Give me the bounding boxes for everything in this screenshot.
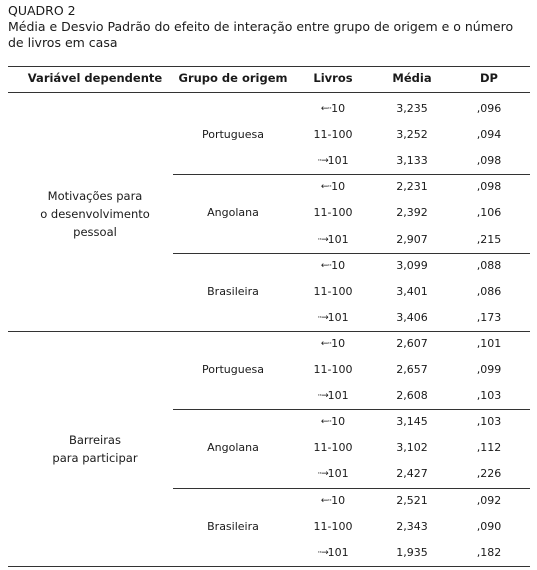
dp-value: ,096 xyxy=(476,102,502,116)
column-header: Variável dependente xyxy=(27,71,163,85)
table-caption xyxy=(8,3,523,51)
dp-value: ,099 xyxy=(476,363,502,377)
livros-cell xyxy=(303,233,363,246)
livros-cell xyxy=(303,389,363,402)
livros-cell xyxy=(303,415,363,428)
media-value: 2,521 xyxy=(396,493,428,507)
arrow-right-icon: ··→ xyxy=(317,312,328,323)
media-value: 3,099 xyxy=(396,258,428,272)
dp-value: ,086 xyxy=(476,284,502,298)
livros-value: 10 xyxy=(331,336,346,350)
livros-cell xyxy=(303,363,363,376)
media-value: 3,235 xyxy=(396,102,428,116)
livros-value: 10 xyxy=(331,102,346,116)
dp-value: ,112 xyxy=(476,441,502,455)
dp-value: ,103 xyxy=(476,389,502,403)
livros-cell xyxy=(303,102,363,115)
media-value: 3,406 xyxy=(396,310,428,324)
column-header: Grupo de origem xyxy=(178,71,288,85)
media-value: 2,907 xyxy=(396,232,428,246)
livros-cell xyxy=(303,259,363,272)
dependent-variable xyxy=(10,187,180,241)
livros-cell xyxy=(303,467,363,480)
media-value: 2,657 xyxy=(396,363,428,377)
header-rule xyxy=(8,92,530,93)
livros-cell xyxy=(303,441,363,454)
dp-value: ,090 xyxy=(476,519,502,533)
media-value: 3,102 xyxy=(396,441,428,455)
livros-value: 11-100 xyxy=(313,206,353,220)
arrow-left-icon: ←·· xyxy=(320,495,332,506)
dependent-variable-line: Motivações para xyxy=(47,189,143,204)
table-top-rule xyxy=(8,66,530,67)
dp-value: ,103 xyxy=(476,415,502,429)
media-value: 2,427 xyxy=(396,467,428,481)
group-rule xyxy=(173,409,530,410)
block-rule xyxy=(8,566,530,567)
media-value: 1,935 xyxy=(396,545,428,559)
livros-cell xyxy=(303,285,363,298)
arrow-left-icon: ←·· xyxy=(320,104,332,115)
media-value: 3,401 xyxy=(396,284,428,298)
media-value: 2,231 xyxy=(396,180,428,194)
dp-value: ,226 xyxy=(476,467,502,481)
media-value: 2,343 xyxy=(396,519,428,533)
block-rule xyxy=(8,331,530,332)
livros-cell xyxy=(303,180,363,193)
livros-cell xyxy=(303,128,363,141)
media-value: 2,608 xyxy=(396,389,428,403)
livros-cell xyxy=(303,546,363,559)
caption-label: QUADRO 2 xyxy=(8,3,76,18)
group-name: Portuguesa xyxy=(202,128,264,142)
livros-value: 11-100 xyxy=(313,519,353,533)
dp-value: ,182 xyxy=(476,545,502,559)
livros-value: 101 xyxy=(327,389,349,403)
caption-title: Média e Desvio Padrão do efeito de interação entre grupo de origem e o número de livros em casa xyxy=(8,19,514,50)
livros-cell xyxy=(303,494,363,507)
media-value: 3,252 xyxy=(396,128,428,142)
media-value: 2,607 xyxy=(396,336,428,350)
livros-value: 10 xyxy=(331,258,346,272)
livros-value: 10 xyxy=(331,415,346,429)
dependent-variable-line: Barreiras xyxy=(69,433,121,448)
dependent-variable-line: pessoal xyxy=(73,225,117,240)
arrow-right-icon: ··→ xyxy=(317,469,328,480)
media-value: 3,145 xyxy=(396,415,428,429)
dp-value: ,173 xyxy=(476,310,502,324)
media-value: 2,392 xyxy=(396,206,428,220)
livros-value: 11-100 xyxy=(313,363,353,377)
livros-cell xyxy=(303,206,363,219)
group-rule xyxy=(173,174,530,175)
livros-value: 101 xyxy=(327,467,349,481)
livros-value: 101 xyxy=(327,310,349,324)
dependent-variable-line: o desenvolvimento xyxy=(40,207,150,222)
arrow-right-icon: ··→ xyxy=(317,547,328,558)
column-header: DP xyxy=(480,71,498,85)
dependent-variable xyxy=(10,431,180,467)
media-value: 3,133 xyxy=(396,154,428,168)
group-name: Portuguesa xyxy=(202,363,264,377)
dp-value: ,106 xyxy=(476,206,502,220)
arrow-right-icon: ··→ xyxy=(317,156,328,167)
group-name: Angolana xyxy=(207,206,259,220)
livros-cell xyxy=(303,520,363,533)
group-name: Brasileira xyxy=(207,519,259,533)
livros-value: 101 xyxy=(327,232,349,246)
livros-value: 11-100 xyxy=(313,441,353,455)
dp-value: ,098 xyxy=(476,154,502,168)
dependent-variable-line: para participar xyxy=(52,451,138,466)
arrow-right-icon: ··→ xyxy=(317,234,328,245)
livros-cell xyxy=(303,154,363,167)
arrow-left-icon: ←·· xyxy=(320,417,332,428)
livros-value: 11-100 xyxy=(313,128,353,142)
livros-value: 10 xyxy=(331,180,346,194)
livros-cell xyxy=(303,311,363,324)
arrow-right-icon: ··→ xyxy=(317,391,328,402)
group-rule xyxy=(173,253,530,254)
livros-value: 10 xyxy=(331,493,346,507)
dp-value: ,092 xyxy=(476,493,502,507)
livros-value: 101 xyxy=(327,154,349,168)
group-name: Brasileira xyxy=(207,284,259,298)
group-name: Angolana xyxy=(207,441,259,455)
dp-value: ,098 xyxy=(476,180,502,194)
livros-cell xyxy=(303,337,363,350)
livros-value: 101 xyxy=(327,545,349,559)
dp-value: ,101 xyxy=(476,336,502,350)
dp-value: ,088 xyxy=(476,258,502,272)
group-rule xyxy=(173,488,530,489)
arrow-left-icon: ←·· xyxy=(320,182,332,193)
dp-value: ,215 xyxy=(476,232,502,246)
column-header: Média xyxy=(392,71,432,85)
arrow-left-icon: ←·· xyxy=(320,338,332,349)
column-header: Livros xyxy=(313,71,353,85)
dp-value: ,094 xyxy=(476,128,502,142)
arrow-left-icon: ←·· xyxy=(320,260,332,271)
livros-value: 11-100 xyxy=(313,284,353,298)
